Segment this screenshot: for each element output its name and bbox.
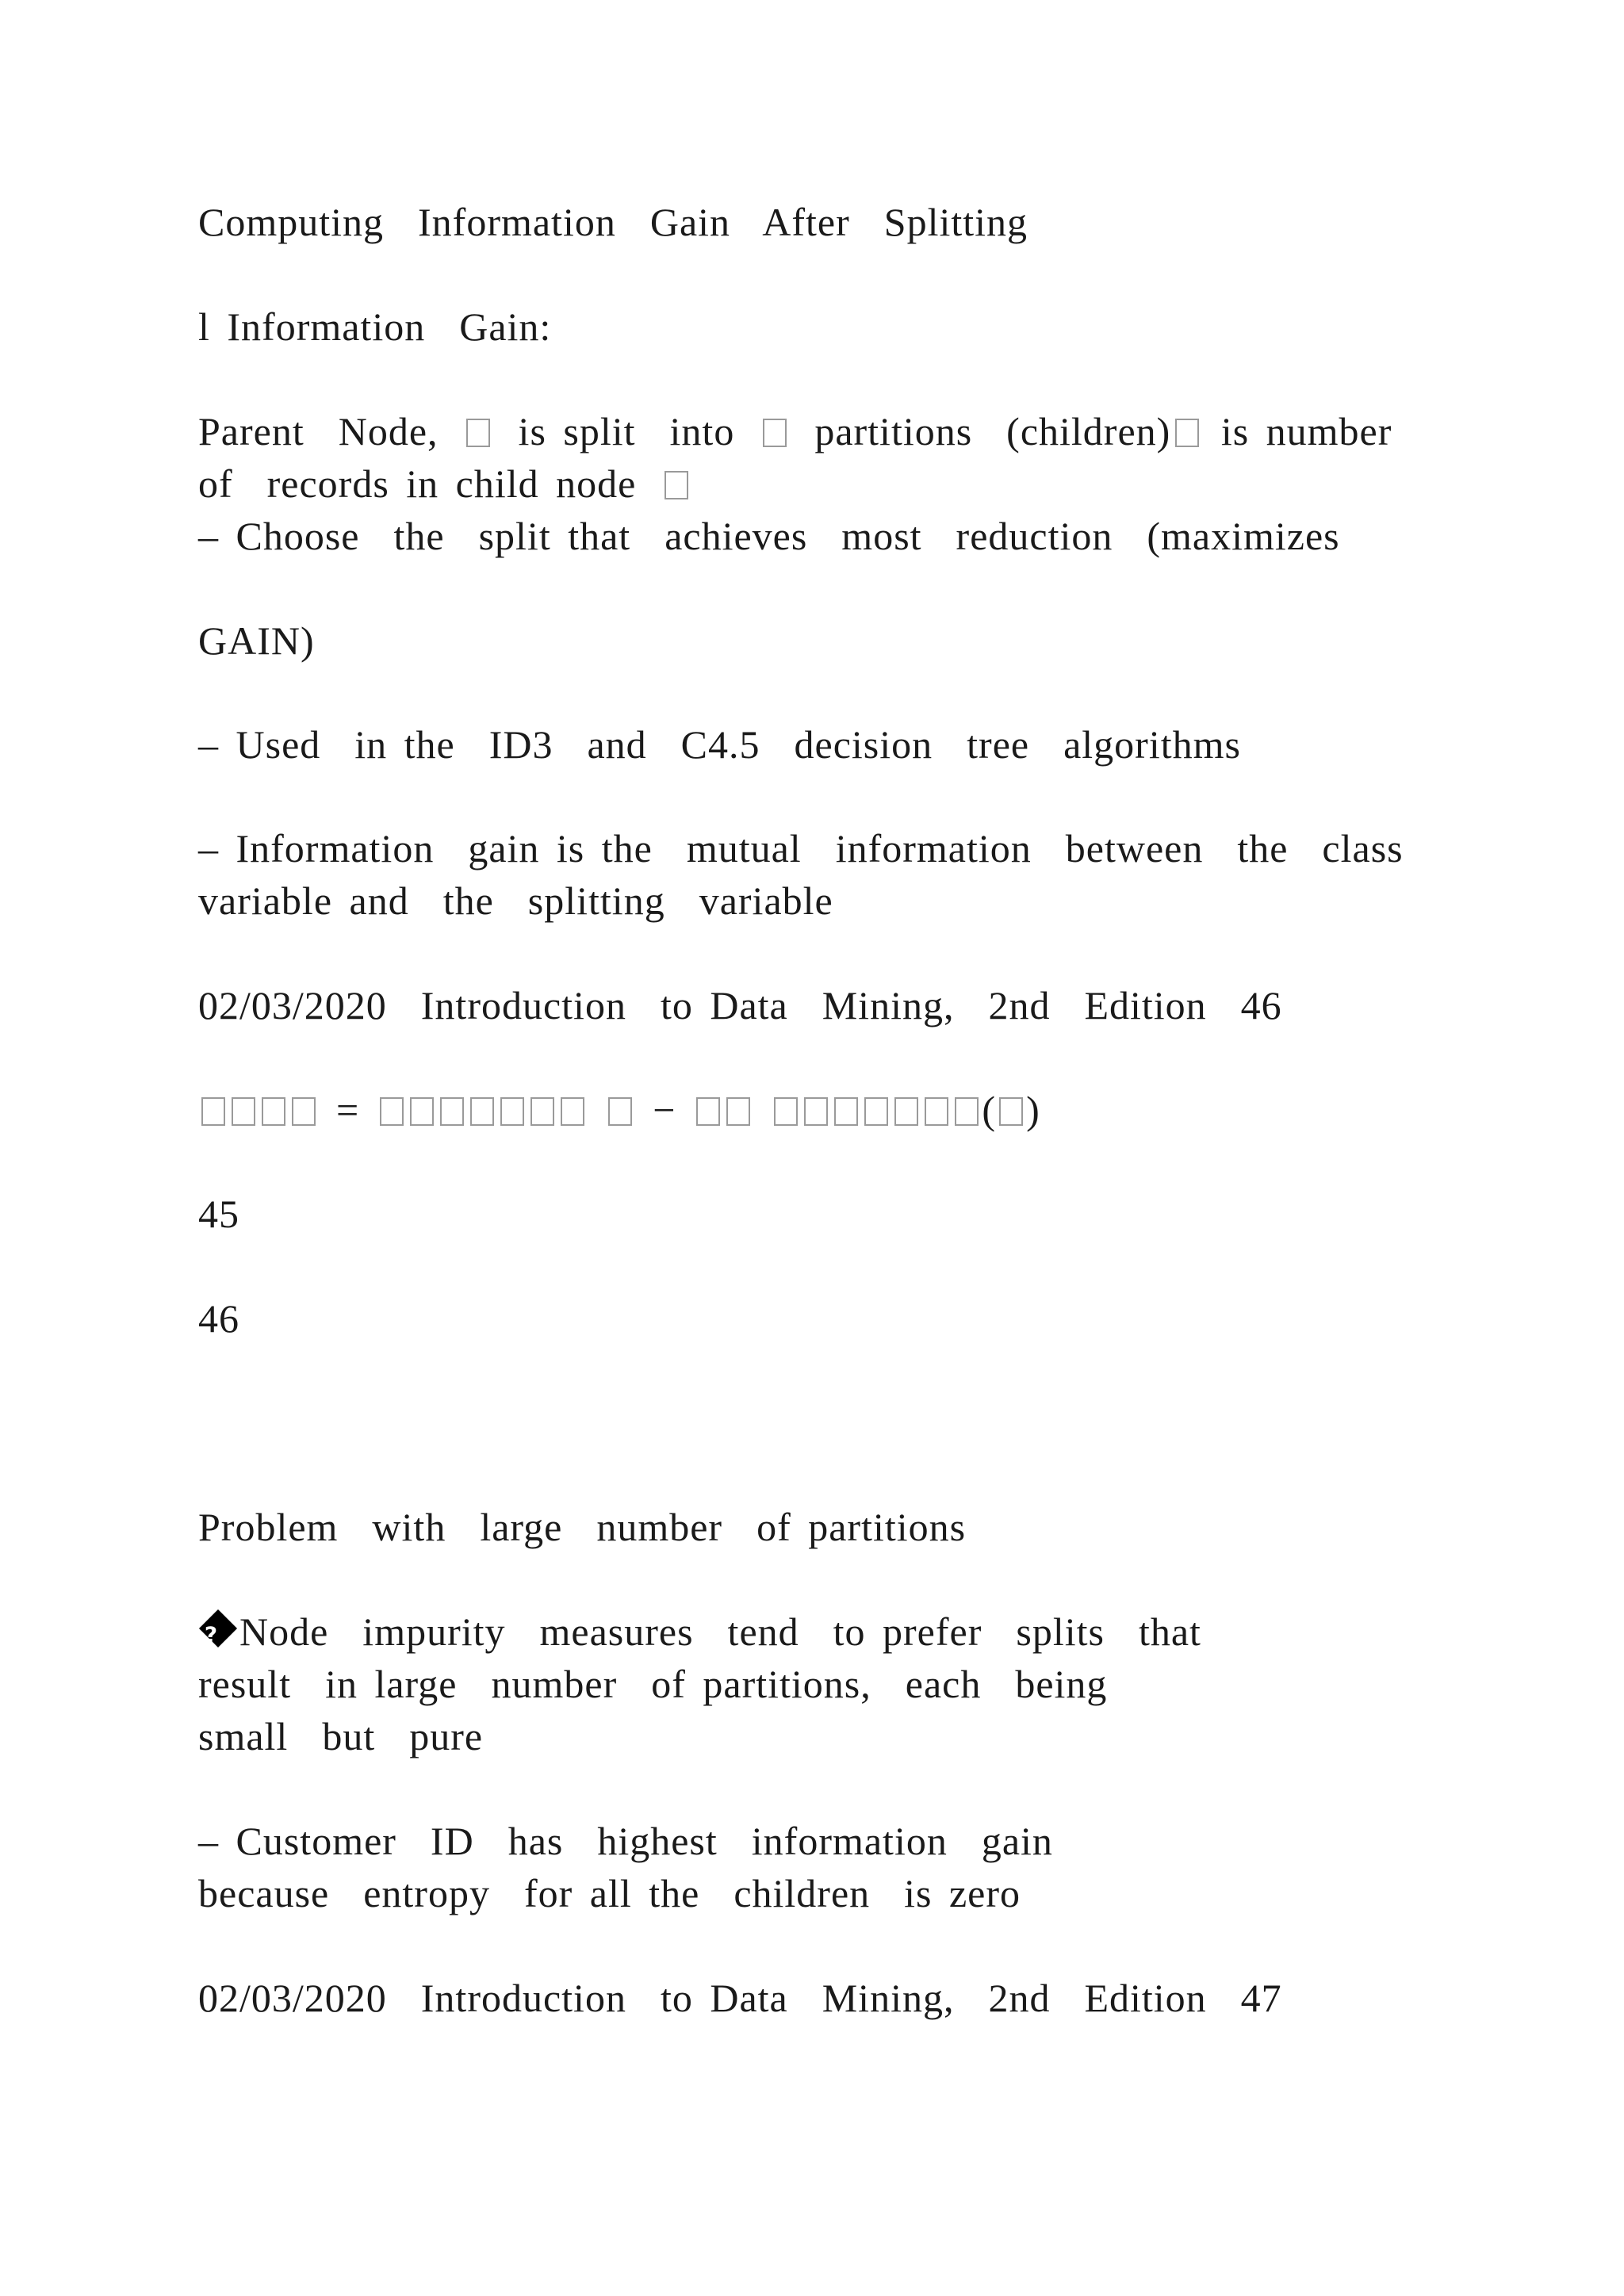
gain-line: GAIN) [198,618,315,663]
text-run: Parent Node, [198,409,456,453]
formula-paren-open: ( [982,1088,997,1132]
section-title: Computing Information Gain After Splitting [198,200,1028,244]
text-run: is split into [501,409,752,453]
formula-minus: − [653,1088,676,1132]
records-line [198,457,699,510]
section-title-2: Problem with large number of partitions [198,1505,967,1549]
missing-glyph-icon [440,1097,464,1126]
text-run: Node impurity measures tend to prefer splits that [239,1609,1201,1654]
missing-glyph-icon [774,1097,798,1126]
parent-node-line [198,405,1392,457]
footer-47: 02/03/2020 Introduction to Data Mining, 2nd Edition 47 [198,1976,1282,2020]
page-number-46: 46 [198,1296,239,1341]
missing-glyph-icon [530,1097,554,1126]
mutual-info-line-2: variable and the splitting variable [198,878,833,923]
mutual-info-line-1: – Information gain is the mutual information between the class [198,826,1404,871]
formula-paren-close: ) [1026,1088,1040,1132]
replacement-char-icon [199,1609,237,1647]
node-impurity-line-2: result in large number of partitions, each being [198,1662,1108,1706]
missing-glyph-icon [1175,419,1199,447]
missing-glyph-icon [696,1097,720,1126]
used-in-line: – Used in the ID3 and C4.5 decision tree algorithms [198,722,1241,767]
node-impurity-line-1 [198,1605,1201,1658]
missing-glyph-icon [864,1097,888,1126]
missing-glyph-icon [410,1097,434,1126]
missing-glyph-icon [763,419,787,447]
missing-glyph-icon [999,1097,1023,1126]
customer-id-line-2: because entropy for all the children is zero [198,1871,1021,1915]
text-run: is number [1204,409,1392,453]
missing-glyph-icon [665,471,688,499]
missing-glyph-icon [201,1097,225,1126]
customer-id-line-1: – Customer ID has highest information gain [198,1819,1053,1863]
bullet-heading: l Information Gain: [198,304,552,349]
missing-glyph-icon [804,1097,828,1126]
footer-46: 02/03/2020 Introduction to Data Mining, 2nd Edition 46 [198,983,1282,1027]
missing-glyph-icon [834,1097,858,1126]
missing-glyph-icon [466,419,490,447]
missing-glyph-icon [726,1097,750,1126]
missing-glyph-icon [232,1097,255,1126]
missing-glyph-icon [894,1097,918,1126]
missing-glyph-icon [955,1097,979,1126]
page-number-45: 45 [198,1192,239,1236]
text-run: partitions (children) [797,409,1171,453]
missing-glyph-icon [925,1097,948,1126]
formula-equals: = [336,1088,360,1132]
missing-glyph-icon [262,1097,285,1126]
text-run: of records in child node [198,461,653,506]
missing-glyph-icon [561,1097,584,1126]
choose-split-line: – Choose the split that achieves most reduction (maximizes [198,514,1340,558]
node-impurity-line-3: small but pure [198,1714,484,1758]
missing-glyph-icon [470,1097,494,1126]
missing-glyph-icon [608,1097,632,1126]
missing-glyph-icon [500,1097,524,1126]
missing-glyph-icon [380,1097,404,1126]
gain-formula [198,1084,1040,1136]
missing-glyph-icon [292,1097,316,1126]
